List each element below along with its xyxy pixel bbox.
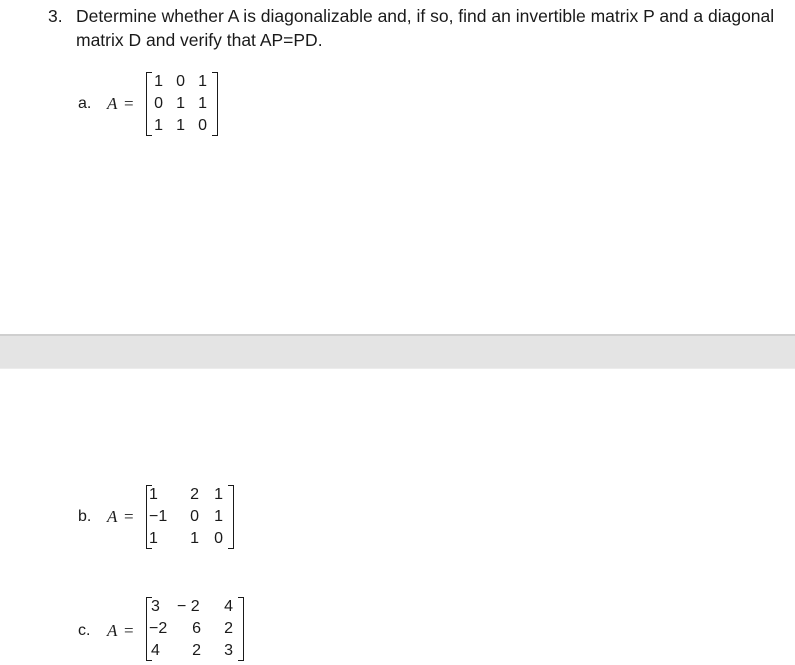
part-a-lhs: A xyxy=(107,94,118,113)
matrix-b-cell: 1 xyxy=(149,486,158,503)
matrix-c xyxy=(146,597,244,661)
matrix-a-cell: 0 xyxy=(198,117,207,134)
matrix-b-cell: 0 xyxy=(190,508,199,525)
matrix-c-cell: 4 xyxy=(224,598,233,615)
matrix-a-cell: 0 xyxy=(154,95,163,112)
matrix-a-cell: 1 xyxy=(154,117,163,134)
matrix-c-cell: 4 xyxy=(151,642,160,659)
matrix-a-cell: 1 xyxy=(176,117,185,134)
question-number: 3. xyxy=(48,6,63,26)
part-a-equals: = xyxy=(124,94,134,113)
part-b-equals: = xyxy=(124,507,134,526)
matrix-b xyxy=(146,485,234,549)
matrix-b-cell: 1 xyxy=(190,530,199,547)
matrix-c-cell: 3 xyxy=(151,598,160,615)
matrix-b-cell: 1 xyxy=(214,508,223,525)
matrix-b-cell: 0 xyxy=(214,530,223,547)
matrix-b-cell: 2 xyxy=(190,486,199,503)
matrix-b-cell: −1 xyxy=(149,508,168,525)
matrix-a-cell: 1 xyxy=(154,73,163,90)
question-text: Determine whether A is diagonalizable and, if so, find an invertible matrix P and a diagonal matrix D and verify that AP=PD. xyxy=(76,6,775,50)
matrix-b-cell: 1 xyxy=(214,486,223,503)
matrix-a-cell: 1 xyxy=(176,95,185,112)
matrix-c-cell: − 2 xyxy=(177,598,200,615)
matrix-a-cell: 1 xyxy=(198,73,207,90)
matrix-a xyxy=(146,72,218,136)
matrix-c-cell: −2 xyxy=(149,620,168,637)
part-c-equals: = xyxy=(124,621,134,640)
part-a-label: a. xyxy=(78,95,92,112)
matrix-a-cell: 0 xyxy=(176,73,185,90)
matrix-c-cell: 2 xyxy=(224,620,233,637)
part-b-lhs: A xyxy=(107,507,118,526)
matrix-b-cell: 1 xyxy=(149,530,158,547)
matrix-a-cell: 1 xyxy=(198,95,207,112)
matrix-c-cell: 2 xyxy=(192,642,201,659)
part-c-lhs: A xyxy=(107,621,118,640)
page-break-divider xyxy=(0,334,795,369)
part-c-label: c. xyxy=(78,622,91,639)
matrix-c-cell: 3 xyxy=(224,642,233,659)
matrix-c-cell: 6 xyxy=(192,620,201,637)
part-b-label: b. xyxy=(78,508,92,525)
